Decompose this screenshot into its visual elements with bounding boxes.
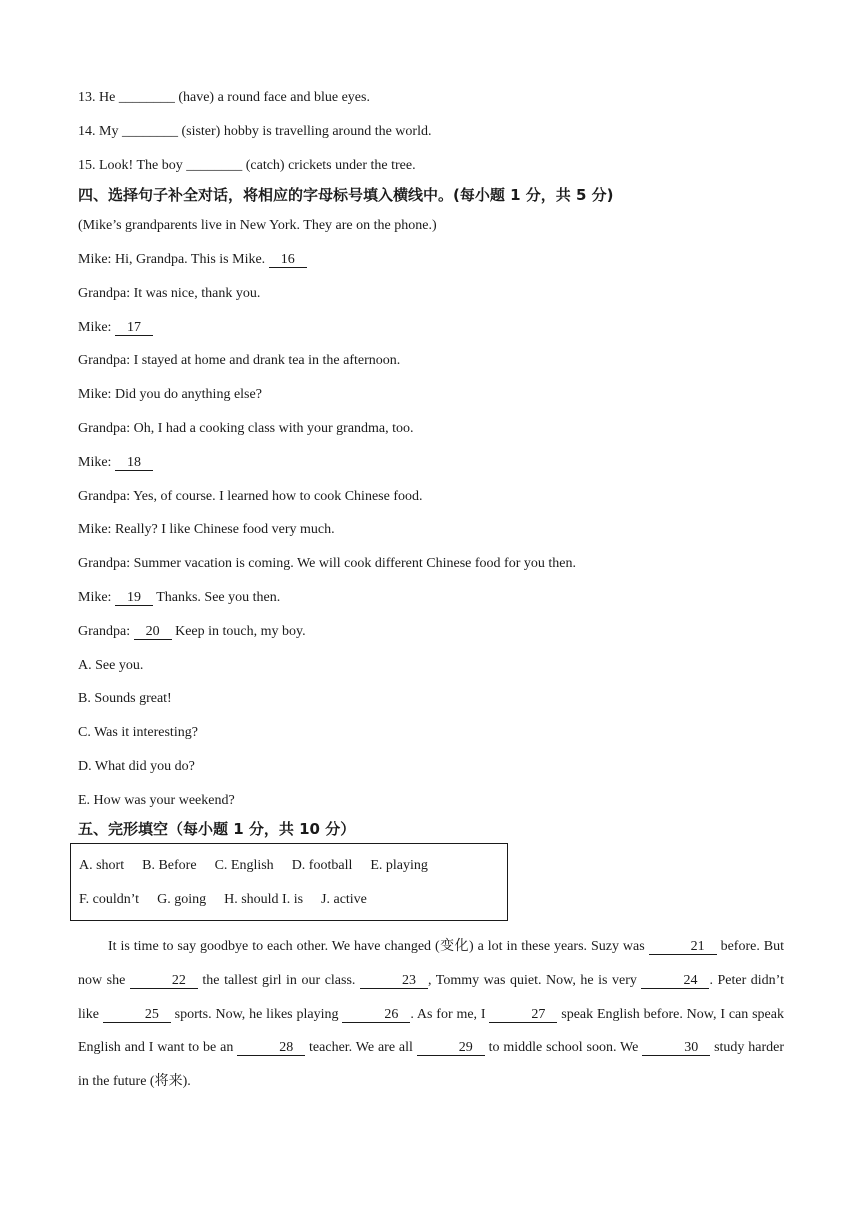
question-15 (78, 157, 416, 175)
answer-blank[interactable]: 16 (269, 252, 307, 268)
dialogue-line (78, 386, 262, 404)
answer-blank[interactable]: 19 (115, 590, 153, 606)
dialogue-text: I stayed at home and drank tea in the afternoon. (133, 353, 401, 369)
cloze-blank[interactable]: 26 (342, 1007, 410, 1023)
question-number: 14. My (78, 124, 119, 139)
passage-text: teacher. We are all (305, 1040, 417, 1056)
option-item: B. Sounds great! (78, 691, 172, 707)
section-4-heading: 四、选择句子补全对话，将相应的字母标号填入横线中。(每小题 1 分，共 5 分) (78, 186, 614, 204)
passage-text: . As for me, I (410, 1006, 490, 1022)
dialogue-text: Oh, I had a cooking class with your grandma, too. (133, 421, 414, 436)
dialogue-line (78, 319, 153, 337)
speaker-label: Grandpa: (78, 285, 134, 301)
word-bank-item: G. going (157, 892, 207, 907)
cloze-blank[interactable]: 25 (103, 1007, 171, 1023)
section-5-heading: 五、完形填空（每小题 1 分，共 10 分） (78, 820, 356, 838)
speaker-label: Mike: (78, 522, 115, 538)
dialogue-line (78, 488, 422, 506)
passage-text: , Tommy was quiet. Now, he is very (427, 972, 642, 988)
speaker-label: Grandpa: (78, 488, 134, 504)
option-item: C. Was it interesting? (78, 725, 198, 741)
word-bank-item: D. football (291, 858, 353, 873)
passage-text: the tallest girl in our class. (197, 972, 360, 988)
option-item: E. How was your weekend? (78, 792, 235, 808)
dialogue-text: Hi, Grandpa. This is Mike. (114, 252, 269, 267)
cloze-blank[interactable]: 30 (642, 1040, 710, 1056)
dialogue-line (78, 589, 280, 607)
passage-text: before. But now she (78, 939, 785, 988)
question-number: 15. Look! The boy (78, 158, 183, 173)
passage-text: It is time to say goodbye to each other. We have changed (变化) a lot in these years. Suzy was (108, 939, 649, 954)
dialogue-intro: (Mike’s grandparents live in New York. They are on the phone.) (78, 218, 437, 233)
dialogue-text: Keep in touch, my boy. (171, 623, 306, 639)
answer-blank[interactable]: 18 (115, 455, 153, 471)
passage-text: . Peter didn’t like (78, 972, 784, 1022)
speaker-label: Grandpa: (78, 623, 134, 639)
word-bank-item: E. playing (370, 858, 428, 873)
cloze-blank[interactable]: 27 (489, 1007, 557, 1023)
word-bank-item: J. active (321, 892, 367, 907)
dialogue-line (78, 623, 306, 641)
word-bank-item: A. short (79, 858, 125, 873)
cloze-blank[interactable]: 29 (417, 1040, 485, 1056)
word-bank-box (70, 843, 508, 921)
dialogue-line (78, 285, 260, 303)
question-13 (78, 89, 370, 107)
cloze-blank[interactable]: 24 (641, 973, 709, 989)
dialogue-text: Did you do anything else? (114, 387, 262, 403)
speaker-label: Mike: (78, 387, 115, 403)
speaker-label: Mike: (78, 454, 115, 470)
question-14 (78, 123, 431, 141)
question-text: (sister) hobby is travelling around the world. (181, 124, 432, 139)
answer-blank[interactable]: ________ (118, 90, 175, 105)
dialogue-line (78, 251, 307, 269)
passage-text: speak English before. Now, I can speak English and I want to be an (78, 1006, 784, 1056)
dialogue-text: Yes, of course. I learned how to cook Chinese food. (133, 488, 423, 504)
word-bank-item: F. couldn’t (79, 892, 140, 907)
answer-blank[interactable]: ________ (186, 158, 243, 173)
option-item: A. See you. (78, 657, 144, 673)
word-bank-row (79, 892, 385, 908)
passage-text: study harder in the future (将来). (78, 1040, 785, 1090)
passage-text: sports. Now, he likes playing (170, 1006, 343, 1022)
question-text: (catch) crickets under the tree. (245, 158, 416, 173)
dialogue-text: Summer vacation is coming. We will cook different Chinese food for you then. (133, 556, 576, 572)
dialogue-text: It was nice, thank you. (133, 285, 261, 301)
answer-blank[interactable]: ________ (121, 124, 178, 139)
cloze-passage (78, 930, 784, 1099)
word-bank-item: H. should I. is (224, 892, 304, 907)
dialogue-line (78, 352, 400, 370)
word-bank-item: C. English (214, 858, 274, 873)
answer-blank[interactable]: 20 (134, 624, 172, 640)
option-item: D. What did you do? (78, 759, 195, 774)
cloze-blank[interactable]: 23 (360, 973, 428, 989)
question-number: 13. He (78, 90, 116, 105)
answer-blank[interactable]: 17 (115, 320, 153, 336)
speaker-label: Grandpa: (78, 353, 134, 369)
dialogue-text: Really? I like Chinese food very much. (114, 522, 335, 538)
passage-text: to middle school soon. We (484, 1040, 643, 1056)
speaker-label: Mike: (78, 252, 115, 267)
dialogue-line (78, 420, 414, 438)
dialogue-line (78, 521, 335, 539)
dialogue-text: Thanks. See you then. (152, 590, 281, 605)
cloze-blank[interactable]: 22 (130, 973, 198, 989)
speaker-label: Grandpa: (78, 556, 134, 572)
cloze-blank[interactable]: 21 (649, 939, 717, 955)
word-bank-row (79, 858, 446, 874)
dialogue-line (78, 555, 576, 573)
question-text: (have) a round face and blue eyes. (178, 90, 370, 105)
speaker-label: Grandpa: (78, 421, 134, 436)
cloze-blank[interactable]: 28 (237, 1040, 305, 1056)
speaker-label: Mike: (78, 319, 115, 335)
dialogue-line (78, 454, 153, 472)
word-bank-item: B. Before (142, 858, 197, 873)
speaker-label: Mike: (78, 590, 115, 605)
